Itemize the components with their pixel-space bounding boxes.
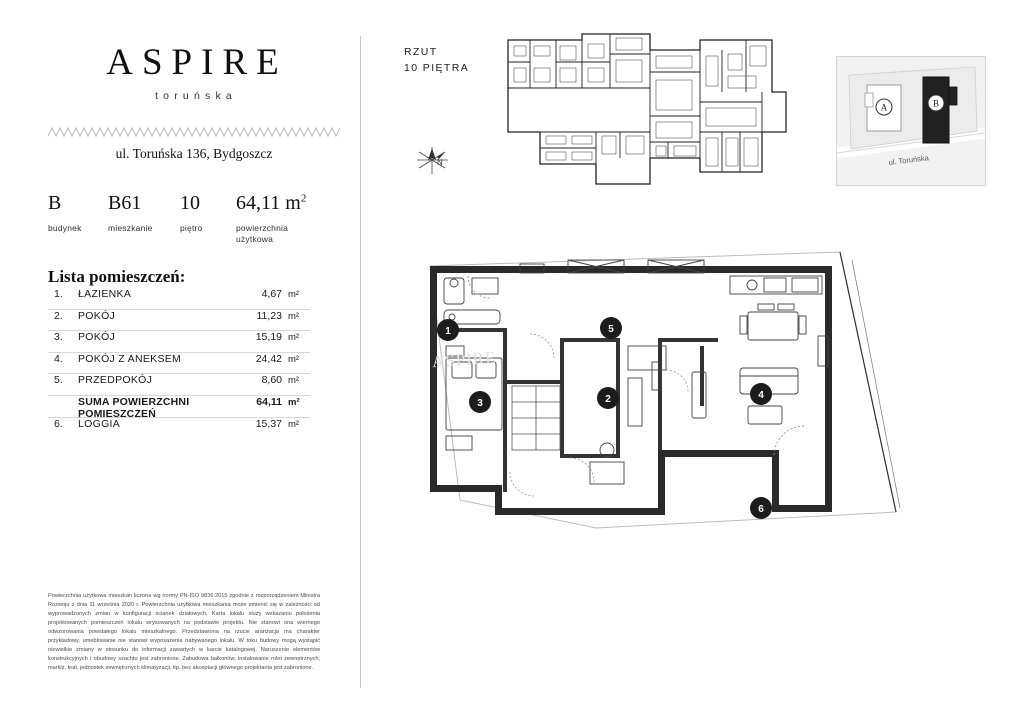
room-name: POKÓJ Z ANEKSEM <box>78 352 182 365</box>
room-index: 1. <box>54 288 63 300</box>
fact-area-number: 64,11 m <box>236 192 301 214</box>
svg-text:1: 1 <box>445 326 451 337</box>
fact-apartment <box>108 192 180 245</box>
floor-key-plan <box>500 32 790 192</box>
plan-title-line2: 10 PIĘTRA <box>404 62 470 75</box>
svg-text:3: 3 <box>477 398 483 409</box>
room-unit: m² <box>288 310 300 322</box>
fact-area-label: powierzchnia użytkowa <box>236 223 289 245</box>
fact-building-label: budynek <box>48 223 82 233</box>
room-area: 8,60 <box>261 374 282 387</box>
room-name: LOGGIA <box>78 417 121 430</box>
room-unit: m² <box>288 289 300 300</box>
list-item <box>48 288 310 310</box>
room-name: POKÓJ <box>78 331 116 344</box>
fact-area <box>236 192 346 245</box>
legal-note: Powierzchnia użytkowa mieszkan liczona wg normy PN-ISO 9836:2015 zgodnie z rozporządzeniem Ministra Rozwoju z dnia 11 września 2020 r. Powierzchnia użytkowa mieszkania może zmienić się w zależności od wyprowadzonych zmian w konfiguracji ścianek działowych. Karta lokalu służy wskazaniu położenia projektowanych pomieszczeń lokalu wrysowanych na podstawie projektu. Nie stanowi ona wiernego odwzorowania powstałego lokalu mieszkalnego. Przedstawiona na rzucie aranżacja ma charakter przykładowy, umeblowanie nie stanowi wyposażenia nabywanego lokalu. W toku budowy mogą wystąpić niewielkie zmiany w stosunku do informacji zawartych w karcie katalogowej. Naruszenie elementów konstrukcyjnych i obudowy szachtu jest zabronione. Zabudowa balkonów, instalowanie rolet zewnętrznych, markiz, krat, jednostek zewnętrznych klimatyzacji, itp. bez akceptacji głównego projektanta jest zabronione. <box>48 593 320 672</box>
svg-text:5: 5 <box>608 324 614 335</box>
room-area: 15,37 <box>255 417 282 430</box>
svg-text:A: A <box>880 102 888 113</box>
brand-name: ASPIRE <box>106 42 288 83</box>
watermark: ASPIRE <box>431 347 498 372</box>
fact-floor <box>180 192 236 245</box>
site-map <box>836 56 986 186</box>
room-name: POKÓJ <box>78 309 116 322</box>
rooms-list <box>48 288 310 438</box>
fact-area-value <box>236 192 346 214</box>
room-area: 64,11 <box>256 395 282 408</box>
fact-apartment-label: mieszkanie <box>108 223 153 233</box>
room-unit: m² <box>288 353 300 365</box>
room-area: 4,67 <box>261 288 282 300</box>
fact-building <box>48 192 108 245</box>
svg-text:6: 6 <box>758 504 764 515</box>
room-area: 11,23 <box>256 309 282 322</box>
list-item <box>48 353 310 375</box>
vertical-divider <box>360 36 361 688</box>
rooms-total-row <box>48 396 310 418</box>
room-name: SUMA POWIERZCHNI POMIESZCZEŃ <box>78 395 190 420</box>
brand-subtitle: toruńska <box>155 90 237 102</box>
room-name: ŁAZIENKA <box>78 288 132 300</box>
svg-text:ul. Toruńska: ul. Toruńska <box>888 153 930 167</box>
list-item <box>48 418 310 439</box>
room-index: 6. <box>54 417 63 430</box>
room-unit: m² <box>288 375 300 387</box>
fact-building-value: B <box>48 192 62 214</box>
list-item <box>48 374 310 396</box>
plan-title-line1: RZUT <box>404 46 438 58</box>
room-name: PRZEDPOKÓJ <box>78 374 153 387</box>
svg-text:4: 4 <box>758 390 764 401</box>
fact-apartment-value: B61 <box>108 192 142 214</box>
room-index: 3. <box>54 331 63 344</box>
fact-floor-value: 10 <box>180 192 200 214</box>
fact-floor-label: piętro <box>180 223 203 233</box>
room-index: 2. <box>54 309 63 322</box>
zigzag-divider <box>48 126 340 138</box>
list-item <box>48 310 310 332</box>
plan-title <box>404 44 469 77</box>
list-item <box>48 331 310 353</box>
room-index: 5. <box>54 374 63 387</box>
address-line: ul. Toruńska 136, Bydgoszcz <box>115 146 273 161</box>
room-area: 24,42 <box>255 352 282 365</box>
compass-north-label: N <box>437 158 443 167</box>
room-unit: m² <box>288 332 300 344</box>
room-area: 15,19 <box>255 331 282 344</box>
rooms-list-title: Lista pomieszczeń: <box>48 267 186 286</box>
brand-block <box>48 44 338 102</box>
key-facts <box>48 192 348 245</box>
svg-text:2: 2 <box>605 394 611 405</box>
svg-text:B: B <box>932 98 940 109</box>
apartment-floorplan <box>400 250 1000 550</box>
room-unit: m² <box>288 396 300 408</box>
room-index: 4. <box>54 352 63 365</box>
room-unit: m² <box>288 418 300 430</box>
fact-area-sup: 2 <box>300 192 307 205</box>
